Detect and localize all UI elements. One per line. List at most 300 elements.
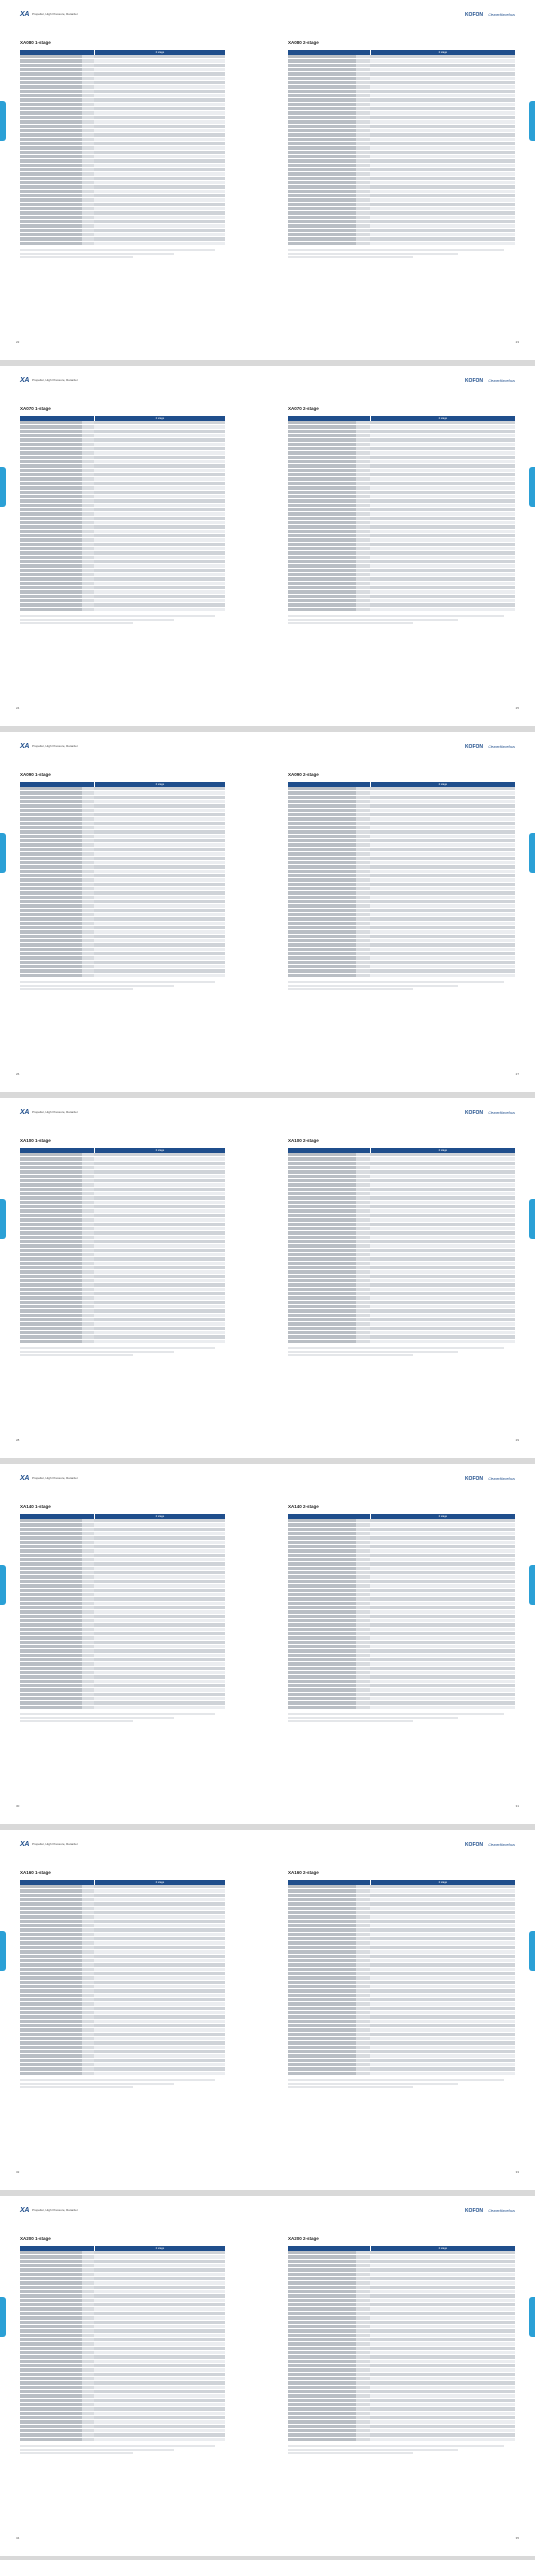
- row-unit: [356, 2325, 370, 2328]
- row-values: [370, 2063, 515, 2066]
- row-label: [20, 883, 82, 886]
- footnote-line: [288, 256, 413, 258]
- row-unit: [356, 2390, 370, 2393]
- row-values: [94, 1266, 225, 1269]
- row-label: [20, 1706, 82, 1709]
- row-label: [288, 826, 356, 829]
- page-title: XA200 2-stage: [288, 2236, 319, 2241]
- footnotes: [288, 1347, 515, 1356]
- row-unit: [356, 1928, 370, 1931]
- row-label: [288, 1928, 356, 1931]
- row-label: [288, 538, 356, 541]
- row-label: [20, 207, 82, 210]
- row-values: [94, 138, 225, 141]
- row-unit: [356, 1257, 370, 1260]
- row-unit: [356, 1528, 370, 1531]
- row-values: [94, 1283, 225, 1286]
- row-unit: [356, 2386, 370, 2389]
- row-label: [288, 1907, 356, 1910]
- row-label: [20, 2046, 82, 2049]
- row-values: [94, 543, 225, 546]
- row-unit: [82, 425, 94, 428]
- row-label: [288, 421, 356, 424]
- row-label: [288, 1314, 356, 1317]
- row-label: [20, 2342, 82, 2345]
- row-label: [288, 870, 356, 873]
- footnotes: [288, 615, 515, 624]
- row-values: [94, 1162, 225, 1165]
- row-unit: [356, 551, 370, 554]
- footnote-line: [288, 1347, 504, 1349]
- row-unit: [82, 116, 94, 119]
- row-label: [288, 2277, 356, 2280]
- row-label: [288, 1549, 356, 1552]
- row-unit: [356, 129, 370, 132]
- row-label: [20, 229, 82, 232]
- row-values: [370, 608, 515, 611]
- row-values: [94, 1675, 225, 1678]
- row-unit: [356, 155, 370, 158]
- row-label: [288, 1706, 356, 1709]
- row-unit: [356, 1645, 370, 1648]
- row-values: [370, 1972, 515, 1975]
- row-values: [94, 1645, 225, 1648]
- row-label: [20, 1166, 82, 1169]
- row-label: [288, 1209, 356, 1212]
- row-unit: [82, 72, 94, 75]
- row-label: [288, 1619, 356, 1622]
- row-label: [20, 1231, 82, 1234]
- header-stage-label: 2 stage: [438, 783, 448, 786]
- row-unit: [356, 491, 370, 494]
- row-values: [94, 1218, 225, 1221]
- row-values: [370, 2002, 515, 2005]
- row-values: [94, 2351, 225, 2354]
- row-values: [94, 1580, 225, 1583]
- row-unit: [356, 1693, 370, 1696]
- row-label: [20, 1898, 82, 1901]
- row-values: [370, 1920, 515, 1923]
- row-unit: [356, 835, 370, 838]
- row-label: [288, 2438, 356, 2441]
- row-label: [288, 2355, 356, 2358]
- row-label: [20, 2364, 82, 2367]
- row-values: [94, 956, 225, 959]
- row-unit: [82, 138, 94, 141]
- row-label: [20, 969, 82, 972]
- footnote-line: [288, 1351, 458, 1353]
- row-label: [20, 211, 82, 214]
- row-values: [370, 1902, 515, 1905]
- row-unit: [82, 2067, 94, 2070]
- row-label: [20, 2041, 82, 2044]
- spec-table: [288, 1885, 515, 2076]
- row-label: [288, 504, 356, 507]
- row-label: [288, 948, 356, 951]
- row-unit: [82, 547, 94, 550]
- row-unit: [82, 1684, 94, 1687]
- page-spread: [0, 1098, 535, 1458]
- row-unit: [356, 2368, 370, 2371]
- row-unit: [82, 1231, 94, 1234]
- row-label: [288, 603, 356, 606]
- row-unit: [82, 1920, 94, 1923]
- row-label: [288, 2407, 356, 2410]
- row-values: [94, 486, 225, 489]
- footnote-line: [288, 1717, 458, 1719]
- row-values: [370, 1968, 515, 1971]
- row-unit: [356, 796, 370, 799]
- row-label: [288, 2011, 356, 2014]
- row-label: [288, 1641, 356, 1644]
- row-values: [94, 564, 225, 567]
- row-label: [288, 787, 356, 790]
- row-label: [288, 887, 356, 890]
- row-unit: [82, 1941, 94, 1944]
- row-unit: [82, 857, 94, 860]
- row-label: [20, 81, 82, 84]
- row-label: [20, 1937, 82, 1940]
- row-label: [20, 77, 82, 80]
- row-values: [370, 59, 515, 62]
- row-label: [20, 521, 82, 524]
- row-unit: [82, 874, 94, 877]
- row-unit: [82, 1602, 94, 1605]
- row-label: [20, 90, 82, 93]
- row-values: [370, 961, 515, 964]
- row-values: [370, 90, 515, 93]
- row-values: [370, 904, 515, 907]
- row-unit: [356, 1981, 370, 1984]
- row-values: [370, 582, 515, 585]
- row-values: [370, 861, 515, 864]
- row-values: [370, 891, 515, 894]
- row-values: [370, 2299, 515, 2302]
- row-label: [288, 2312, 356, 2315]
- row-unit: [356, 822, 370, 825]
- row-unit: [356, 2407, 370, 2410]
- row-unit: [356, 2321, 370, 2324]
- row-unit: [82, 1902, 94, 1905]
- row-values: [370, 1697, 515, 1700]
- row-unit: [356, 956, 370, 959]
- row-label: [20, 438, 82, 441]
- row-values: [370, 935, 515, 938]
- row-unit: [82, 2281, 94, 2284]
- row-label: [288, 1941, 356, 1944]
- row-label: [288, 177, 356, 180]
- row-label: [288, 865, 356, 868]
- row-label: [20, 1606, 82, 1609]
- row-values: [370, 103, 515, 106]
- row-values: [370, 438, 515, 441]
- row-unit: [356, 1989, 370, 1992]
- footnote-line: [288, 249, 504, 251]
- row-values: [94, 1602, 225, 1605]
- row-unit: [82, 2429, 94, 2432]
- row-label: [288, 2002, 356, 2005]
- row-unit: [356, 2377, 370, 2380]
- row-label: [20, 107, 82, 110]
- row-label: [20, 1331, 82, 1334]
- row-label: [288, 138, 356, 141]
- row-unit: [82, 1671, 94, 1674]
- row-values: [370, 1645, 515, 1648]
- row-label: [20, 530, 82, 533]
- row-unit: [356, 857, 370, 860]
- row-label: [288, 1270, 356, 1273]
- header-subtitle: Propeller, High Pressure, Retarder: [32, 1476, 78, 1480]
- row-unit: [82, 961, 94, 964]
- row-label: [288, 926, 356, 929]
- row-unit: [82, 237, 94, 240]
- row-unit: [356, 1675, 370, 1678]
- row-label: [20, 2429, 82, 2432]
- row-unit: [356, 2316, 370, 2319]
- row-values: [370, 1257, 515, 1260]
- row-label: [288, 1701, 356, 1704]
- row-unit: [82, 133, 94, 136]
- row-values: [94, 1571, 225, 1574]
- row-values: [370, 1288, 515, 1291]
- row-unit: [82, 2351, 94, 2354]
- page-header: [20, 1842, 515, 1850]
- row-unit: [356, 1223, 370, 1226]
- row-label: [288, 2399, 356, 2402]
- row-label: [20, 603, 82, 606]
- row-label: [20, 177, 82, 180]
- row-values: [370, 2360, 515, 2363]
- row-values: [370, 2024, 515, 2027]
- row-label: [288, 822, 356, 825]
- row-values: [370, 443, 515, 446]
- row-values: [370, 125, 515, 128]
- row-values: [94, 64, 225, 67]
- row-unit: [82, 1697, 94, 1700]
- row-label: [20, 2368, 82, 2371]
- row-values: [370, 939, 515, 942]
- row-unit: [356, 1153, 370, 1156]
- row-unit: [356, 599, 370, 602]
- row-values: [94, 1885, 225, 1888]
- row-label: [20, 1641, 82, 1644]
- row-label: [20, 2386, 82, 2389]
- row-label: [288, 233, 356, 236]
- row-unit: [356, 486, 370, 489]
- row-label: [20, 1188, 82, 1191]
- row-label: [20, 430, 82, 433]
- row-values: [94, 242, 225, 245]
- row-label: [20, 2260, 82, 2263]
- row-values: [370, 896, 515, 899]
- row-label: [288, 1968, 356, 1971]
- row-values: [94, 2007, 225, 2010]
- row-label: [20, 1209, 82, 1212]
- row-label: [288, 891, 356, 894]
- row-label: [288, 1680, 356, 1683]
- spec-table: [288, 1519, 515, 1710]
- row-label: [20, 573, 82, 576]
- row-values: [94, 103, 225, 106]
- row-unit: [356, 447, 370, 450]
- row-unit: [356, 1972, 370, 1975]
- row-values: [370, 1166, 515, 1169]
- spec-table: [20, 787, 225, 978]
- row-label: [288, 194, 356, 197]
- row-values: [370, 791, 515, 794]
- row-label: [288, 2433, 356, 2436]
- row-unit: [82, 904, 94, 907]
- row-unit: [356, 1562, 370, 1565]
- row-values: [370, 1327, 515, 1330]
- row-label: [288, 1688, 356, 1691]
- row-label: [20, 1223, 82, 1226]
- row-values: [94, 2024, 225, 2027]
- row-label: [20, 517, 82, 520]
- row-label: [20, 1253, 82, 1256]
- row-values: [370, 1318, 515, 1321]
- row-unit: [82, 1933, 94, 1936]
- row-values: [94, 1994, 225, 1997]
- row-unit: [356, 2046, 370, 2049]
- row-label: [288, 1157, 356, 1160]
- row-unit: [82, 969, 94, 972]
- row-values: [370, 159, 515, 162]
- page-spread: [0, 732, 535, 1092]
- row-values: [370, 77, 515, 80]
- row-values: [94, 883, 225, 886]
- row-values: [370, 943, 515, 946]
- row-values: [94, 1946, 225, 1949]
- right-page: [288, 772, 515, 992]
- spec-table: [20, 421, 225, 612]
- footnotes: [288, 2445, 515, 2454]
- row-label: [288, 203, 356, 206]
- row-unit: [356, 1292, 370, 1295]
- row-unit: [356, 438, 370, 441]
- footnote-line: [20, 615, 215, 617]
- row-unit: [82, 551, 94, 554]
- row-label: [20, 1562, 82, 1565]
- row-label: [20, 965, 82, 968]
- row-values: [370, 2072, 515, 2075]
- page-number-right: 25: [515, 706, 519, 710]
- row-label: [288, 1296, 356, 1299]
- row-values: [94, 2373, 225, 2376]
- row-label: [20, 939, 82, 942]
- row-unit: [356, 2020, 370, 2023]
- row-label: [20, 2294, 82, 2297]
- row-values: [94, 800, 225, 803]
- row-values: [94, 1205, 225, 1208]
- row-values: [94, 1615, 225, 1618]
- row-unit: [356, 464, 370, 467]
- row-values: [370, 1911, 515, 1914]
- row-label: [20, 1610, 82, 1613]
- row-values: [94, 1305, 225, 1308]
- row-label: [20, 1928, 82, 1931]
- row-values: [94, 2429, 225, 2432]
- row-unit: [356, 94, 370, 97]
- row-values: [370, 1937, 515, 1940]
- row-label: [20, 800, 82, 803]
- row-label: [288, 111, 356, 114]
- row-values: [94, 59, 225, 62]
- row-label: [20, 203, 82, 206]
- row-values: [94, 608, 225, 611]
- row-values: [370, 464, 515, 467]
- footnote-line: [20, 619, 174, 621]
- row-label: [20, 974, 82, 977]
- row-unit: [356, 1701, 370, 1704]
- row-unit: [356, 887, 370, 890]
- row-unit: [82, 1636, 94, 1639]
- row-unit: [356, 935, 370, 938]
- row-unit: [356, 1649, 370, 1652]
- brand-logo-left: XA: [20, 1109, 30, 1116]
- row-values: [370, 1580, 515, 1583]
- row-values: [94, 430, 225, 433]
- row-values: [94, 943, 225, 946]
- row-label: [20, 2002, 82, 2005]
- row-label: [288, 1915, 356, 1918]
- row-label: [20, 2438, 82, 2441]
- row-values: [94, 599, 225, 602]
- row-label: [288, 2420, 356, 2423]
- row-label: [20, 961, 82, 964]
- row-unit: [356, 564, 370, 567]
- row-values: [370, 64, 515, 67]
- row-values: [370, 1192, 515, 1195]
- row-unit: [82, 917, 94, 920]
- row-label: [20, 1292, 82, 1295]
- row-unit: [82, 813, 94, 816]
- row-unit: [82, 98, 94, 101]
- row-values: [370, 2020, 515, 2023]
- row-label: [288, 1693, 356, 1696]
- row-unit: [356, 1519, 370, 1522]
- row-label: [20, 1628, 82, 1631]
- row-label: [288, 1253, 356, 1256]
- header-stage-label: 2 stage: [438, 51, 448, 54]
- row-unit: [356, 1920, 370, 1923]
- row-values: [370, 1201, 515, 1204]
- row-values: [94, 2028, 225, 2031]
- row-values: [94, 2299, 225, 2302]
- row-label: [20, 861, 82, 864]
- row-unit: [82, 1898, 94, 1901]
- row-label: [20, 787, 82, 790]
- row-label: [20, 2277, 82, 2280]
- row-label: [288, 499, 356, 502]
- row-values: [370, 68, 515, 71]
- row-unit: [82, 2394, 94, 2397]
- row-unit: [356, 443, 370, 446]
- row-label: [20, 577, 82, 580]
- row-values: [370, 1701, 515, 1704]
- row-values: [370, 1615, 515, 1618]
- side-tab-right: [529, 1565, 535, 1605]
- page-spread: [0, 366, 535, 726]
- row-unit: [82, 2277, 94, 2280]
- row-values: [94, 1998, 225, 2001]
- row-values: [94, 1641, 225, 1644]
- row-values: [370, 504, 515, 507]
- page-title: XA160 2-stage: [288, 1870, 319, 1875]
- row-unit: [356, 1205, 370, 1208]
- header-subtitle: Propeller, High Pressure, Retarder: [32, 1842, 78, 1846]
- row-label: [20, 1162, 82, 1165]
